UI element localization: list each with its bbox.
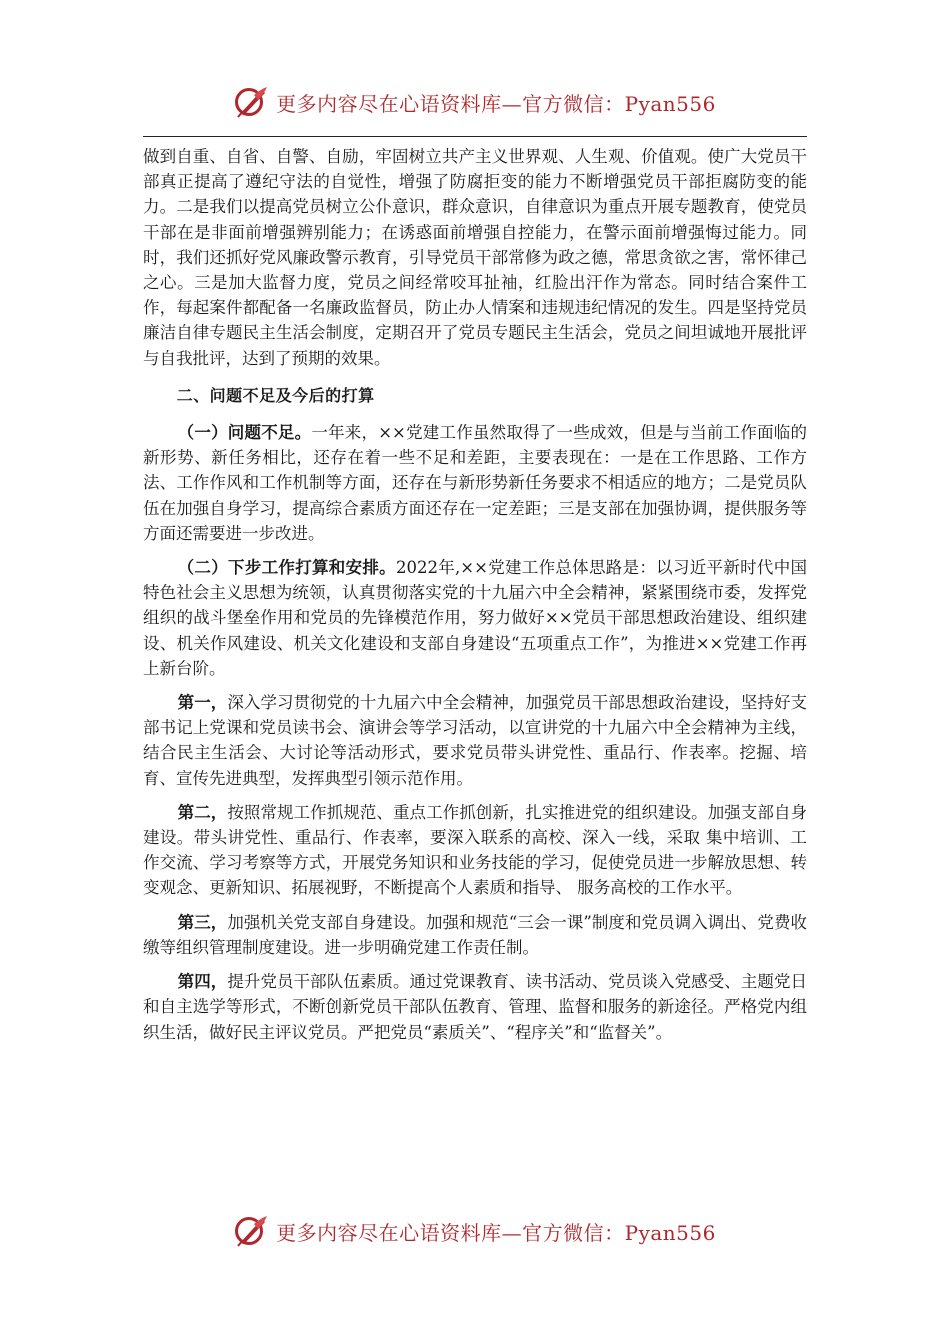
header-banner xyxy=(0,82,950,122)
paragraph-text: 加强机关党支部自身建设。加强和规范“三会一课”制度和党员调入调出、党费收缴等组织管理制度建设。进一步明确党建工作责任制。 xyxy=(143,912,808,957)
paragraph-text: 2022年,××党建工作总体思路是：以习近平新时代中国特色社会主义思想为统领，认真贯彻落实党的十九届六中全会精神，紧紧围绕市委，发挥党组织的战斗堡垒作用和党员的先锋模范作用，努力做好××党员干部思想政治建设、组织建设、机关作风建设、机关文化建设和支部自身建设“五项重点工作”，为推进××党建工作再上新台阶。 xyxy=(143,558,807,678)
paragraph-point-3 xyxy=(143,910,807,960)
paragraph-point-4 xyxy=(143,969,807,1045)
paragraph-lead: 第四， xyxy=(177,972,228,992)
paragraph-lead: （一）问题不足。 xyxy=(177,423,312,443)
quill-pen-logo-icon xyxy=(234,1214,268,1248)
paragraph-lead: 第一， xyxy=(177,693,228,713)
paragraph-next-plan xyxy=(143,555,807,681)
paragraph-lead: 第三， xyxy=(177,912,228,932)
paragraph-text: 提升党员干部队伍素质。通过党课教育、读书活动、党员谈入党感受、主题党日和自主选学等形式，不断创新党员干部队伍教育、管理、监督和服务的新途径。严格党内组织生活，做好民主评议党员。严把党员“素质关”、“程序关”和“监督关”。 xyxy=(143,972,808,1042)
footer-banner-text: 更多内容尽在心语资料库—官方微信：Pyan556 xyxy=(276,1220,716,1245)
quill-pen-logo-icon xyxy=(234,85,268,119)
document-body xyxy=(143,144,807,1054)
intro-paragraph: 做到自重、自省、自警、自励，牢固树立共产主义世界观、人生观、价值观。使广大党员干部真正提高了遵纪守法的自觉性，增强了防腐拒变的能力不断增强党员干部拒腐防变的能力。二是我们以提高党员树立公仆意识，群众意识，自律意识为重点开展专题教育，使党员干部在是非面前增强辨别能力；在诱惑面前增强自控能力，在警示面前增强悔过能力。同时，我们还抓好党风廉政警示教育，引导党员干部常修为政之德，常思贪欲之害，常怀律己之心。三是加大监督力度，党员之间经常咬耳扯袖，红脸出汗作为常态。同时结合案件工作，每起案件都配备一名廉政监督员，防止办人情案和违规违纪情况的发生。四是坚持党员廉洁自律专题民主生活会制度，定期召开了党员专题民主生活会，党员之间坦诚地开展批评与自我批评，达到了预期的效果。 xyxy=(143,147,807,368)
paragraph-point-2 xyxy=(143,800,807,901)
paragraph-point-1 xyxy=(143,690,807,791)
footer-banner xyxy=(0,1211,950,1251)
paragraph-lead: （二）下步工作打算和安排。 xyxy=(177,558,396,578)
paragraph-text: 深入学习贯彻党的十九届六中全会精神，加强党员干部思想政治建设，坚持好支部书记上党课和党员读书会、演讲会等学习活动，以宣讲党的十九届六中全会精神为主线，结合民主生活会、大讨论等活动形式，要求党员带头讲党性、重品行、作表率。挖掘、培育、宣传先进典型，发挥典型引领示范作用。 xyxy=(143,693,808,788)
paragraph-lead: 第二， xyxy=(177,802,228,822)
header-banner-text: 更多内容尽在心语资料库—官方微信：Pyan556 xyxy=(276,91,716,116)
paragraph-text: 按照常规工作抓规范、重点工作抓创新，扎实推进党的组织建设。加强支部自身建设。带头讲党性、重品行、作表率，要深入联系的高校、深入一线，采取 集中培训、工作交流、学习考察等方式，开展党务知识和业务技能的学习，促使党员进一步解放思想、转变观念、更新知识、拓展视野，不断提高个人素质和指导、 服务高校的工作水平。 xyxy=(143,802,808,898)
header-divider xyxy=(143,136,807,137)
paragraph-text: 一年来，××党建工作虽然取得了一些成效，但是与当前工作面临的新形势、新任务相比，还存在着一些不足和差距，主要表现在：一是在工作思路、工作方法、工作作风和工作机制等方面，还存在与新形势新任务要求不相适应的地方；二是党员队伍在加强自身学习，提高综合素质方面还存在一定差距；三是支部在加强协调，提供服务等方面还需要进一步改进。 xyxy=(143,423,808,543)
section-heading: 二、问题不足及今后的打算 xyxy=(176,385,375,405)
paragraph-problems xyxy=(143,420,807,546)
